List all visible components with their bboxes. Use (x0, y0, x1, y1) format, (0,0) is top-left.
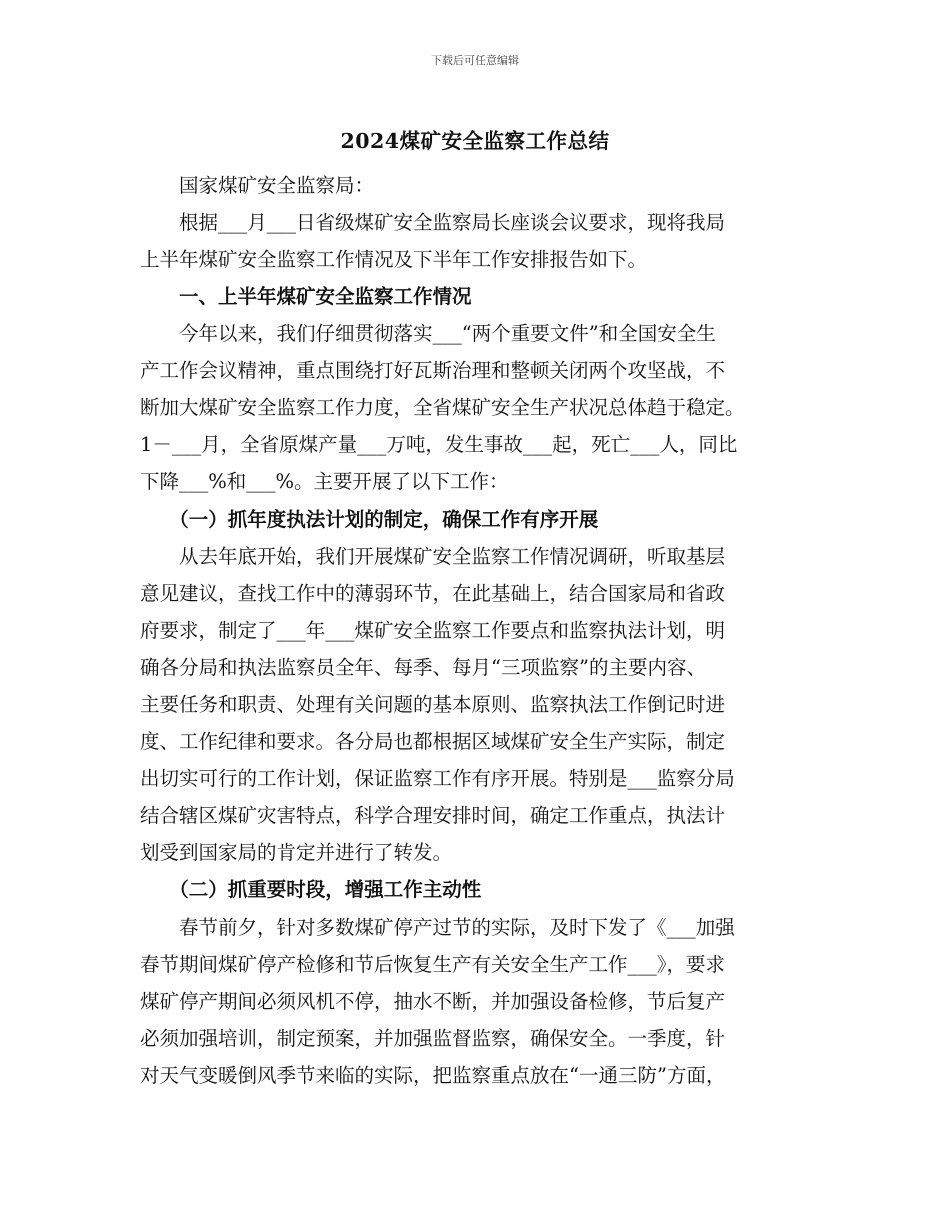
body-line: 春节期间煤矿停产检修和节后恢复生产有关安全生产工作___》，要求 (140, 953, 726, 976)
body-line: 从去年底开始，我们开展煤矿安全监察工作情况调研，听取基层 (140, 545, 726, 568)
body-line: 产工作会议精神，重点围绕打好瓦斯治理和整顿关闭两个攻坚战，不 (140, 359, 726, 382)
body-line: 度、工作纪律和要求。各分局也都根据区域煤矿安全生产实际，制定 (140, 730, 726, 753)
body-line: 划受到国家局的肯定并进行了转发。 (140, 841, 453, 864)
subsection-heading-1: （一）抓年度执法计划的制定，确保工作有序开展 (140, 508, 599, 531)
body-line: 府要求，制定了___年___煤矿安全监察工作要点和监察执法计划，明 (140, 619, 726, 642)
body-line: 1－___月，全省原煤产量___万吨，发生事故___起，死亡___人，同比 (140, 433, 738, 456)
body-line: 下降___%和___%。主要开展了以下工作： (140, 470, 509, 493)
body-line: 意见建议，查找工作中的薄弱环节，在此基础上，结合国家局和省政 (140, 582, 726, 605)
body-line: 春节前夕，针对多数煤矿停产过节的实际，及时下发了《___加强 (140, 916, 735, 939)
body-line: 确各分局和执法监察员全年、每季、每月“三项监察”的主要内容、 (140, 656, 706, 679)
body-line: 断加大煤矿安全监察工作力度，全省煤矿安全生产状况总体趋于稳定。 (140, 396, 745, 419)
page-header-note: 下载后可任意编辑 (431, 54, 519, 67)
body-line: 根据___月___日省级煤矿安全监察局长座谈会议要求，现将我局 (140, 211, 726, 234)
body-line: 对天气变暖倒风季节来临的实际，把监察重点放在“一通三防”方面， (140, 1064, 726, 1087)
body-line: 今年以来，我们仔细贯彻落实___“两个重要文件”和全国安全生 (140, 322, 716, 345)
subsection-heading-2: （二）抓重要时段，增强工作主动性 (140, 878, 482, 901)
body-line: 上半年煤矿安全监察工作情况及下半年工作安排报告如下。 (140, 248, 648, 271)
document-title: 2024煤矿安全监察工作总结 (340, 129, 610, 153)
body-line: 必须加强培训，制定预案，并加强监督监察，确保安全。一季度，针 (140, 1027, 726, 1050)
body-line: 国家煤矿安全监察局： (140, 174, 375, 197)
body-line: 结合辖区煤矿灾害特点，科学合理安排时间，确定工作重点，执法计 (140, 804, 726, 827)
body-line: 煤矿停产期间必须风机不停，抽水不断，并加强设备检修，节后复产 (140, 990, 726, 1013)
body-line: 出切实可行的工作计划，保证监察工作有序开展。特别是___监察分局 (140, 767, 735, 790)
section-heading-1: 一、上半年煤矿安全监察工作情况 (140, 285, 472, 308)
body-line: 主要任务和职责、处理有关问题的基本原则、监察执法工作倒记时进 (140, 693, 726, 716)
